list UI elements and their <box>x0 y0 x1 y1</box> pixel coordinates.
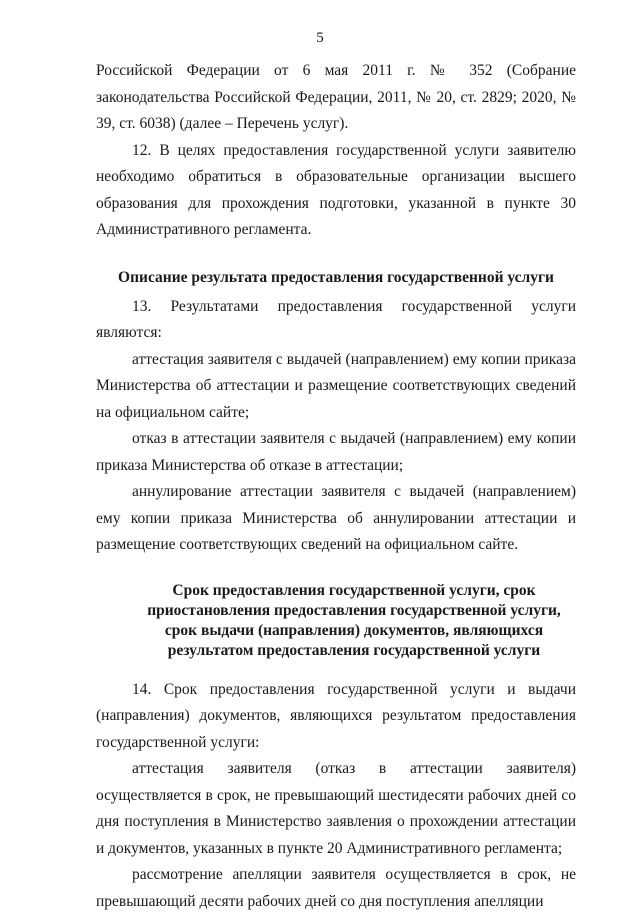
section-heading-term: Срок предоставления государственной услуги, срок приостановления предоставления государственной услуги, срок выдачи (направления) документов, являющихся результатом предоставления государственной услуги <box>147 581 561 659</box>
section-heading-result: Описание результата предоставления государственной услуги <box>118 268 554 286</box>
paragraph-term-attestation: аттестация заявителя (отказ в аттестации заявителя) осуществляется в срок, не превышающий шестидесяти рабочих дней со дня поступления в Министерство заявления о прохождении аттестации и документов, указанных в пункте 20 Административного регламента; <box>96 760 576 857</box>
paragraph-result-annulment: аннулирование аттестации заявителя с выдачей (направлением) ему копии приказа Министерства об аннулировании аттестации и размещение соответствующих сведений на официальном сайте. <box>96 483 576 553</box>
paragraph-14: 14. Срок предоставления государственной услуги и выдачи (направления) документов, являющихся результатом предоставления государственной услуги: <box>96 680 576 751</box>
page-number: 5 <box>316 30 324 46</box>
paragraph-13: 13. Результатами предоставления государственной услуги являются: <box>96 297 576 341</box>
paragraph-continuation: Российской Федерации от 6 мая 2011 г. № 352 (Собрание законодательства Российской Федерации, 2011, № 20, ст. 2829; 2020, № 39, ст. 6038) (далее – Перечень услуг). <box>96 62 576 132</box>
document-body <box>96 58 576 915</box>
paragraph-term-appeal: рассмотрение апелляции заявителя осуществляется в срок, не превышающий десяти рабочих дней со дня поступления апелляции <box>96 866 576 910</box>
paragraph-result-refusal: отказ в аттестации заявителя с выдачей (направлением) ему копии приказа Министерства об отказе в аттестации; <box>96 430 576 474</box>
paragraph-12: 12. В целях предоставления государственной услуги заявителю необходимо обратиться в образовательные организации высшего образования для прохождения подготовки, указанной в пункте 30 Административного регламента. <box>96 141 576 238</box>
paragraph-result-attestation: аттестация заявителя с выдачей (направлением) ему копии приказа Министерства об аттестации и размещение соответствующих сведений на официальном сайте; <box>96 350 576 421</box>
